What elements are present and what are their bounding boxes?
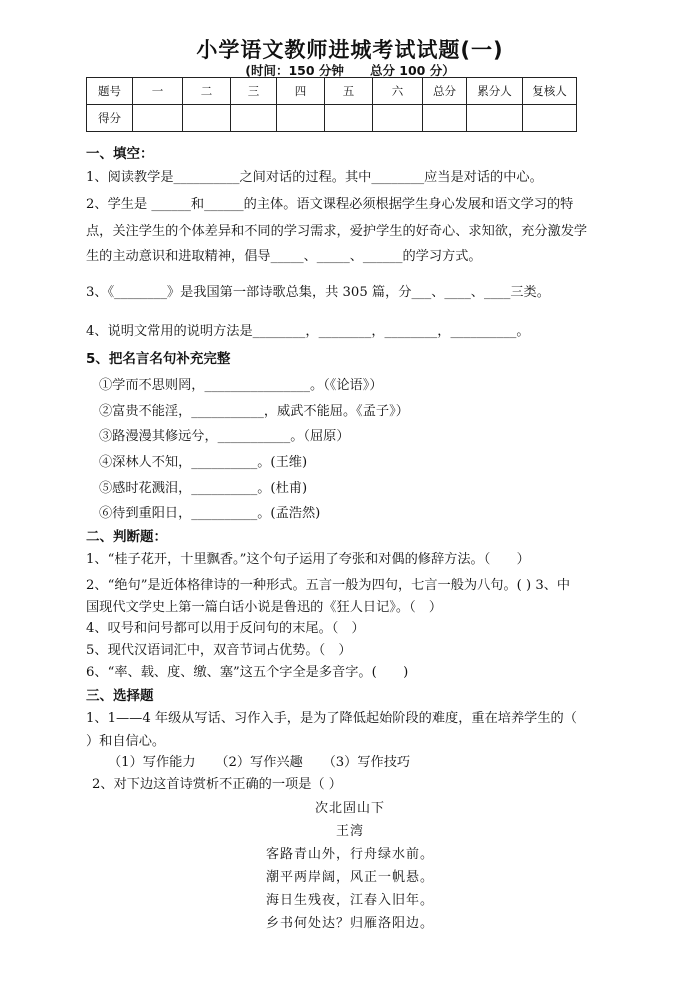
score-cell[interactable] [325,105,373,132]
score-cell[interactable] [423,105,467,132]
quote-item: ②富贵不能淫，___________，威武不能屈。《孟子》） [99,404,409,419]
poem-line: 海日生残夜，江春入旧年。 [265,893,434,908]
section-heading-judge: 二、判断题： [86,529,167,545]
score-row-label: 得分 [87,105,133,132]
poem-line: 客路青山外，行舟绿水前。 [265,847,434,862]
score-cell[interactable] [183,105,231,132]
judge-item: 6、“率、载、度、缴、塞”这五个字全是多音字。( ) [86,665,409,680]
score-cell[interactable] [523,105,577,132]
quote-item: ④深林人不知，__________。(王维) [99,455,308,470]
score-cell[interactable] [467,105,523,132]
score-header-cell: 六 [373,78,423,105]
score-cell[interactable] [277,105,325,132]
poem-line: 潮平两岸阔，风正一帆悬。 [265,870,434,885]
judge-item: 2、“绝句”是近体格律诗的一种形式。五言一般为四句，七言一般为八句。( ) 3、中 [86,578,571,593]
judge-item: 国现代文学史上第一篇白话小说是鲁迅的《狂人日记》。（ ） [86,600,443,615]
poem-line: 乡书何处达？归雁洛阳边。 [265,916,434,931]
fill-question-1: 1、阅读教学是__________之间对话的过程。其中________应当是对话的中心。 [86,170,543,185]
score-header-cell: 五 [325,78,373,105]
fill-question-2-line-2: 点，关注学生的个体差异和不同的学习需求，爱护学生的好奇心、求知欲，充分激发学 [86,224,588,239]
score-table-header-row [87,78,577,105]
score-cell[interactable] [231,105,277,132]
fill-question-3: 3、《________》是我国第一部诗歌总集，共 305 篇，分___、____、____三类。 [86,285,550,300]
score-header-cell: 四 [277,78,325,105]
score-header-cell: 总分 [423,78,467,105]
judge-item: 5、现代汉语词汇中，双音节词占优势。（ ） [86,643,352,658]
quote-item: ①学而不思则罔，________________。（《论语》） [99,378,383,393]
judge-item: 4、叹号和问号都可以用于反问句的末尾。（ ） [86,621,365,636]
poem-title: 次北固山下 [314,801,385,816]
quote-item: ⑥待到重阳日，__________。(孟浩然) [99,506,321,521]
exam-total: 总分 100 分） [369,63,455,78]
choice-question-1-options: （1）写作能力 （2）写作兴趣 （3）写作技巧 [108,755,411,770]
exam-time: (时间：150 分钟 [245,63,344,78]
choice-question-1-line-1: 1、1——4 年级从写话、习作入手，是为了降低起始阶段的难度，重在培养学生的（ [86,711,577,726]
score-header-cell: 三 [231,78,277,105]
page-title: 小学语文教师进城考试试题(一) [196,38,504,62]
score-cell[interactable] [373,105,423,132]
fill-question-5-heading: 5、把名言名句补充完整 [86,351,231,367]
section-heading-fill: 一、填空： [86,146,154,162]
section-heading-choice: 三、选择题 [86,688,154,704]
quote-item: ⑤感时花溅泪，__________。(杜甫) [99,481,308,496]
score-table [86,77,577,132]
quote-item: ③路漫漫其修远兮，___________。（屈原） [99,429,350,444]
score-cell[interactable] [133,105,183,132]
score-table-score-row [87,105,577,132]
score-header-cell: 一 [133,78,183,105]
judge-item: 1、“桂子花开，十里飘香。”这个句子运用了夸张和对偶的修辞方法。（ ） [86,552,530,567]
score-header-cell: 复核人 [523,78,577,105]
score-header-cell: 二 [183,78,231,105]
choice-question-1-line-2: ）和自信心。 [86,734,166,749]
score-header-cell: 累分人 [467,78,523,105]
poem-author: 王湾 [335,824,364,839]
fill-question-2-line-3: 生的主动意识和进取精神，倡导_____、_____、______的学习方式。 [86,249,482,264]
fill-question-2-line-1: 2、学生是 ______和______的主体。语文课程必须根据学生身心发展和语文学习的特 [86,197,574,212]
score-header-cell: 题号 [87,78,133,105]
fill-question-4: 4、说明文常用的说明方法是________，________，________，__________。 [86,324,530,339]
choice-question-2: 2、对下边这首诗赏析不正确的一项是（ ） [92,777,342,792]
